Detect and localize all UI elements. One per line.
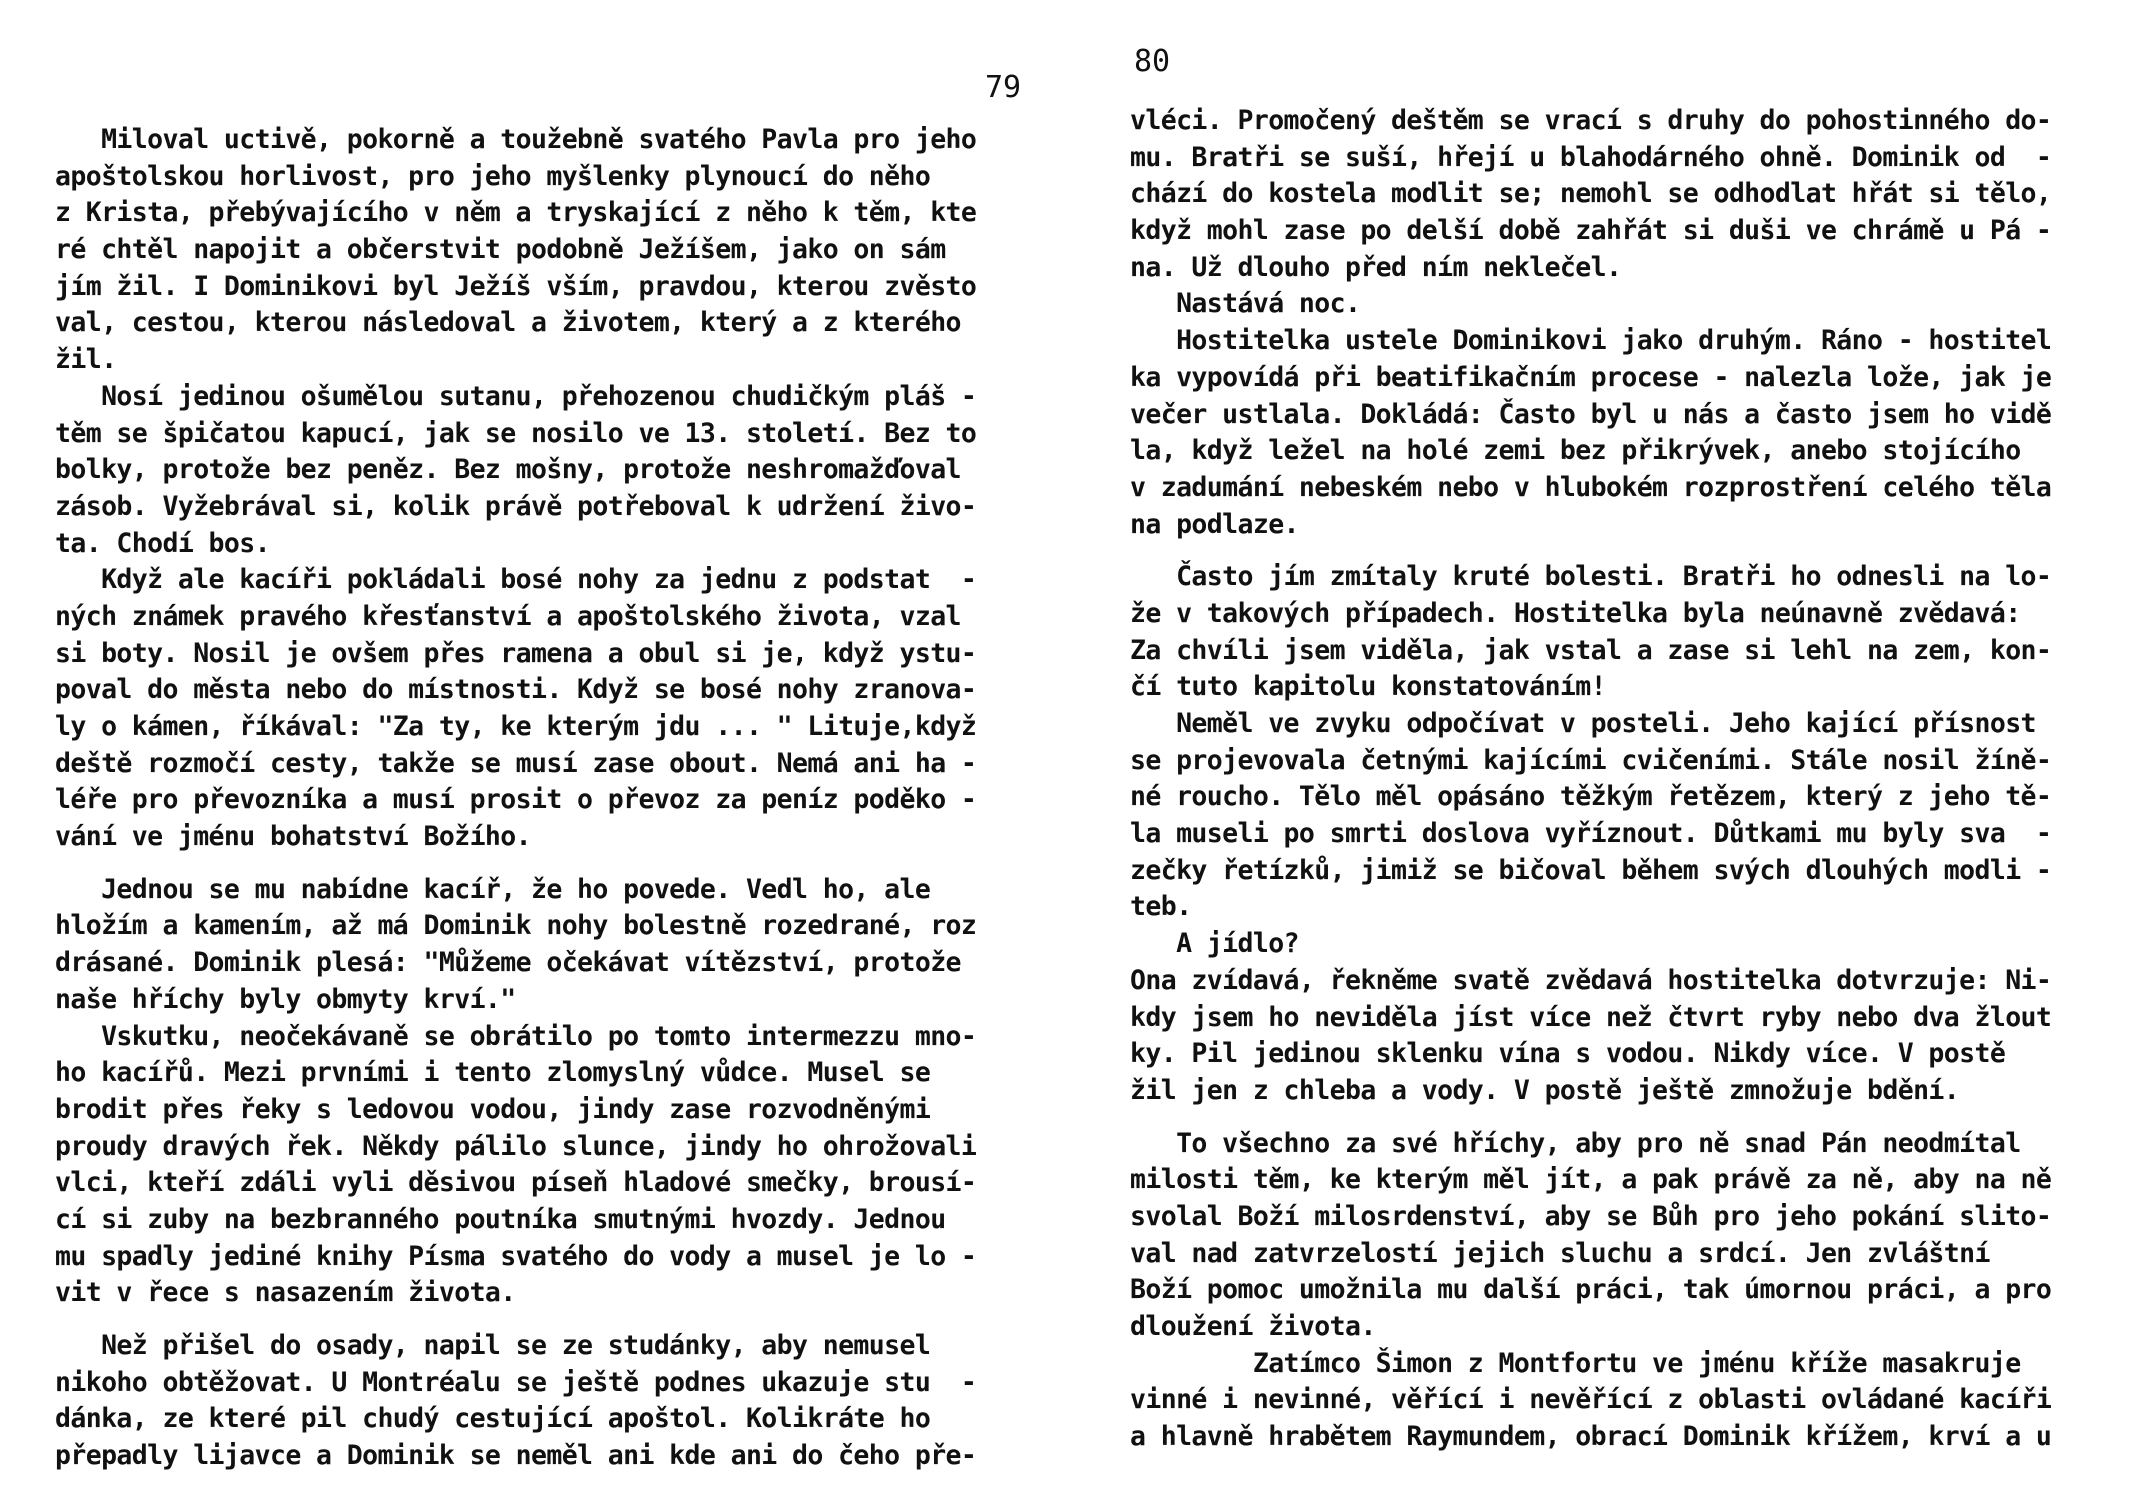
- text-line: Miloval uctivě, pokorně a toužebně svatého Pavla pro jeho: [55, 124, 977, 155]
- text-line: ho kacířů. Mezi prvními i tento zlomyslný vůdce. Musel se: [55, 1057, 931, 1089]
- text-line: brodit přes řeky s ledovou vodou, jindy zase rozvodněnými: [55, 1093, 931, 1125]
- page-number: 80: [1134, 44, 1171, 79]
- text-line: la, když ležel na holé zemi bez přikrývek, anebo stojícího: [1130, 435, 2021, 467]
- paragraph-gap: [55, 1312, 1015, 1328]
- text-line: vinné i nevinné, věřící i nevěřící z oblasti ovládané kacíři: [1130, 1384, 2052, 1416]
- text-line: nikoho obtěžovat. U Montréalu se ještě podnes ukazuje stu -: [55, 1366, 977, 1398]
- text-line: zečky řetízků, jimiž se bičoval během svých dlouhých modli -: [1130, 854, 2052, 886]
- text-line: si boty. Nosil je ovšem přes ramena a obul si je, když ystu-: [55, 637, 977, 669]
- text-line: když mohl zase po delší době zahřát si duši ve chrámě u Pá -: [1130, 215, 2052, 247]
- text-line: vit v řece s nasazením života.: [55, 1277, 516, 1309]
- text-line: dánka, ze které pil chudý cestující apoštol. Kolikráte ho: [55, 1403, 931, 1435]
- text-line: poval do města nebo do místnosti. Když se bosé nohy zranova-: [55, 674, 977, 706]
- text-line: la museli po smrti doslova vyříznout. Důtkami mu byly sva -: [1130, 818, 2052, 850]
- text-line: hložím a kamením, až má Dominik nohy bolestně rozedrané, roz: [55, 910, 977, 942]
- text-line: mu spadly jediné knihy Písma svatého do vody a musel je lo -: [55, 1240, 977, 1272]
- text-line: chází do kostela modlit se; nemohl se odhodlat hřát si tělo,: [1130, 178, 2052, 210]
- text-line: né roucho. Tělo měl opásáno těžkým řetězem, který z jeho tě-: [1130, 781, 2052, 813]
- text-line: že v takových případech. Hostitelka byla neúnavně zvědavá:: [1130, 597, 2021, 629]
- text-line: přepadly lijavce a Dominik se neměl ani kde ani do čeho pře-: [55, 1440, 977, 1472]
- text-line: Hostitelka ustele Dominikovi jako druhým. Ráno - hostitel: [1130, 325, 2052, 357]
- text-line: Nastává noc.: [1130, 288, 1361, 320]
- text-line: na podlaze.: [1130, 508, 1299, 540]
- text-line: čí tuto kapitolu konstatováním!: [1130, 671, 1606, 703]
- text-line: drásané. Dominik plesá: "Můžeme očekávat vítězství, protože: [55, 947, 961, 979]
- page-text: [1130, 103, 2090, 1456]
- text-line: Boží pomoc umožnila mu další práci, tak úmornou práci, a pro: [1130, 1274, 2052, 1306]
- text-line: z Krista, přebývajícího v něm a tryskající z něho k těm, kte: [55, 197, 977, 229]
- text-line: se projevovala četnými kajícími cvičeními. Stále nosil žíně-: [1130, 744, 2052, 776]
- text-line: bolky, protože bez peněz. Bez mošny, protože neshromažďoval: [55, 454, 961, 486]
- text-line: žil jen z chleba a vody. V postě ještě zmnožuje bdění.: [1130, 1074, 1960, 1106]
- text-line: naše hříchy byly obmyty krví.": [55, 983, 516, 1015]
- text-line: milosti těm, ke kterým měl jít, a pak právě za ně, aby na ně: [1130, 1164, 2052, 1196]
- text-line: mu. Bratři se suší, hřejí u blahodárného ohně. Dominik od -: [1130, 141, 2052, 173]
- text-line: To všechno za své hříchy, aby pro ně snad Pán neodmítal: [1130, 1127, 2021, 1159]
- paragraph-gap: [1130, 1110, 2090, 1126]
- text-line: ka vypovídá při beatifikačním procese - nalezla lože, jak je: [1130, 361, 2052, 393]
- text-line: A jídlo?: [1130, 928, 1299, 960]
- text-line: cí si zuby na bezbranného poutníka smutnými hvozdy. Jednou: [55, 1203, 946, 1235]
- text-line: vání ve jménu bohatství Božího.: [55, 821, 531, 853]
- text-line: Za chvíli jsem viděla, jak vstal a zase si lehl na zem, kon-: [1130, 634, 2052, 666]
- text-line: ré chtěl napojit a občerstvit podobně Ježíšem, jako on sám: [55, 234, 946, 266]
- text-line: proudy dravých řek. Někdy pálilo slunce, jindy ho ohrožovali: [55, 1130, 977, 1162]
- text-line: léře pro převozníka a musí prosit o převoz za peníz poděko -: [55, 784, 977, 816]
- text-line: apoštolskou horlivost, pro jeho myšlenky plynoucí do něho: [55, 160, 931, 192]
- paragraph-gap: [55, 856, 1015, 872]
- text-line: Neměl ve zvyku odpočívat v posteli. Jeho kající přísnost: [1130, 708, 2036, 739]
- text-line: jím žil. I Dominikovi byl Ježíš vším, pravdou, kterou zvěsto: [55, 270, 977, 302]
- text-line: Jednou se mu nabídne kacíř, že ho povede. Vedl ho, ale: [55, 873, 931, 905]
- text-line: vléci. Promočený deštěm se vrací s druhy do pohostinného do-: [1130, 105, 2052, 136]
- text-line: val nad zatvrzelostí jejich sluchu a srdcí. Jen zvláštní: [1130, 1237, 1990, 1269]
- text-line: kdy jsem ho neviděla jíst více než čtvrt ryby nebo dva žlout: [1130, 1001, 2052, 1033]
- text-line: Nosí jedinou ošumělou sutanu, přehozenou chudičkým pláš -: [55, 380, 977, 412]
- text-line: ky. Pil jedinou sklenku vína s vodou. Nikdy více. V postě: [1130, 1038, 2006, 1070]
- text-line: na. Už dlouho před ním neklečel.: [1130, 251, 1622, 283]
- text-line: val, cestou, kterou následoval a životem, který a z kterého: [55, 307, 961, 339]
- text-line: teb.: [1130, 891, 1192, 923]
- text-line: Vskutku, neočekávaně se obrátilo po tomto intermezzu mno-: [55, 1020, 977, 1052]
- text-line: Ona zvídavá, řekněme svatě zvědavá hostitelka dotvrzuje: Ni-: [1130, 964, 2052, 996]
- text-line: dloužení života.: [1130, 1311, 1376, 1342]
- page-text: [55, 122, 1015, 1475]
- text-line: zásob. Vyžebrával si, kolik právě potřeboval k udržení živo-: [55, 490, 977, 522]
- text-line: Než přišel do osady, napil se ze studánky, aby nemusel: [55, 1330, 931, 1361]
- text-line: a hlavně hrabětem Raymundem, obrací Dominik křížem, krví a u: [1130, 1421, 2052, 1453]
- text-line: večer ustlala. Dokládá: Často byl u nás a často jsem ho vidě: [1130, 398, 2052, 430]
- text-line: Často jím zmítaly kruté bolesti. Bratři ho odnesli na lo-: [1130, 561, 2052, 593]
- text-line: žil.: [55, 344, 117, 376]
- text-line: deště rozmočí cesty, takže se musí zase obout. Nemá ani ha -: [55, 747, 977, 779]
- text-line: svolal Boží milosrdenství, aby se Bůh pro jeho pokání slito-: [1130, 1200, 2052, 1232]
- text-line: ly o kámen, říkával: "Za ty, ke kterým jdu ... " Lituje,když: [55, 711, 977, 742]
- text-line: ných známek pravého křesťanství a apoštolského života, vzal: [55, 600, 961, 632]
- text-line: ta. Chodí bos.: [55, 527, 270, 559]
- text-line: vlci, kteří zdáli vyli děsivou píseň hladové smečky, brousí-: [55, 1167, 977, 1199]
- page-number: 79: [985, 70, 1022, 105]
- text-line: těm se špičatou kapucí, jak se nosilo ve 13. století. Bez to: [55, 417, 977, 449]
- text-line: v zadumání nebeském nebo v hlubokém rozprostření celého těla: [1130, 471, 2052, 503]
- text-line: Když ale kacíři pokládali bosé nohy za jednu z podstat -: [55, 564, 977, 596]
- paragraph-gap: [1130, 543, 2090, 559]
- text-line: Zatímco Šimon z Montfortu ve jménu kříže masakruje: [1130, 1347, 2021, 1379]
